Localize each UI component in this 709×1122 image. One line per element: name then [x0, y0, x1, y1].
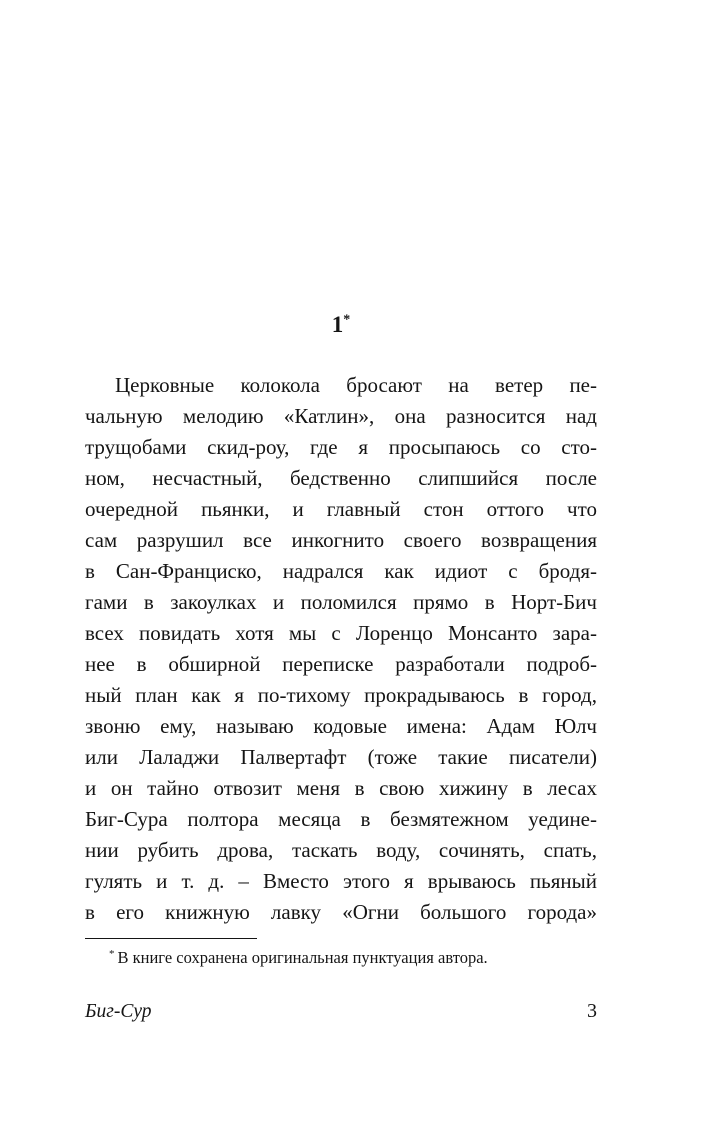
running-title: Биг-Сур — [85, 1001, 152, 1022]
text-line: или Лаладжи Палвертафт (тоже такие писатели) — [85, 745, 597, 769]
paragraph — [85, 370, 597, 928]
text-line: Биг-Сура полтора месяца в безмятежном уедине- — [85, 807, 597, 831]
text-line: звоню ему, называю кодовые имена: Адам Юлч — [85, 714, 597, 738]
text-line: всех повидать хотя мы с Лоренцо Монсанто зара- — [85, 621, 597, 645]
text-line: в его книжную лавку «Огни большого города» — [85, 900, 597, 924]
chapter-heading — [85, 312, 597, 338]
text-line: ный план как я по-тихому прокрадываюсь в город, — [85, 683, 597, 707]
chapter-footnote-marker: * — [343, 312, 351, 328]
footnote — [85, 947, 621, 969]
page-number: 3 — [587, 1000, 597, 1022]
footnote-divider — [85, 938, 257, 939]
chapter-number: 1 — [331, 312, 344, 337]
footnote-marker: * — [109, 947, 115, 960]
text-line: очередной пьянки, и главный стон оттого что — [85, 497, 597, 521]
text-line: и он тайно отвозит меня в свою хижину в лесах — [85, 776, 597, 800]
text-line: Церковные колокола бросают на ветер пе- — [115, 373, 597, 397]
footnote-text: В книге сохранена оригинальная пунктуация автора. — [117, 948, 488, 967]
text-line: сам разрушил все инкогнито своего возвращения — [85, 528, 597, 552]
text-line: нее в обширной переписке разработали подроб- — [85, 652, 597, 676]
text-line: ном, несчастный, бедственно слипшийся после — [85, 466, 597, 490]
text-line: чальную мелодию «Катлин», она разносится над — [85, 404, 597, 428]
text-line: гами в закоулках и поломился прямо в Норт-Бич — [85, 590, 597, 614]
text-line: в Сан-Франциско, надрался как идиот с бродя- — [85, 559, 597, 583]
text-line: трущобами скид-роу, где я просыпаюсь со сто- — [85, 435, 597, 459]
text-line: нии рубить дрова, таскать воду, сочинять, спать, — [85, 838, 597, 862]
page-footer — [85, 1000, 597, 1023]
text-line: гулять и т. д. – Вместо этого я врываюсь пьяный — [85, 869, 597, 893]
